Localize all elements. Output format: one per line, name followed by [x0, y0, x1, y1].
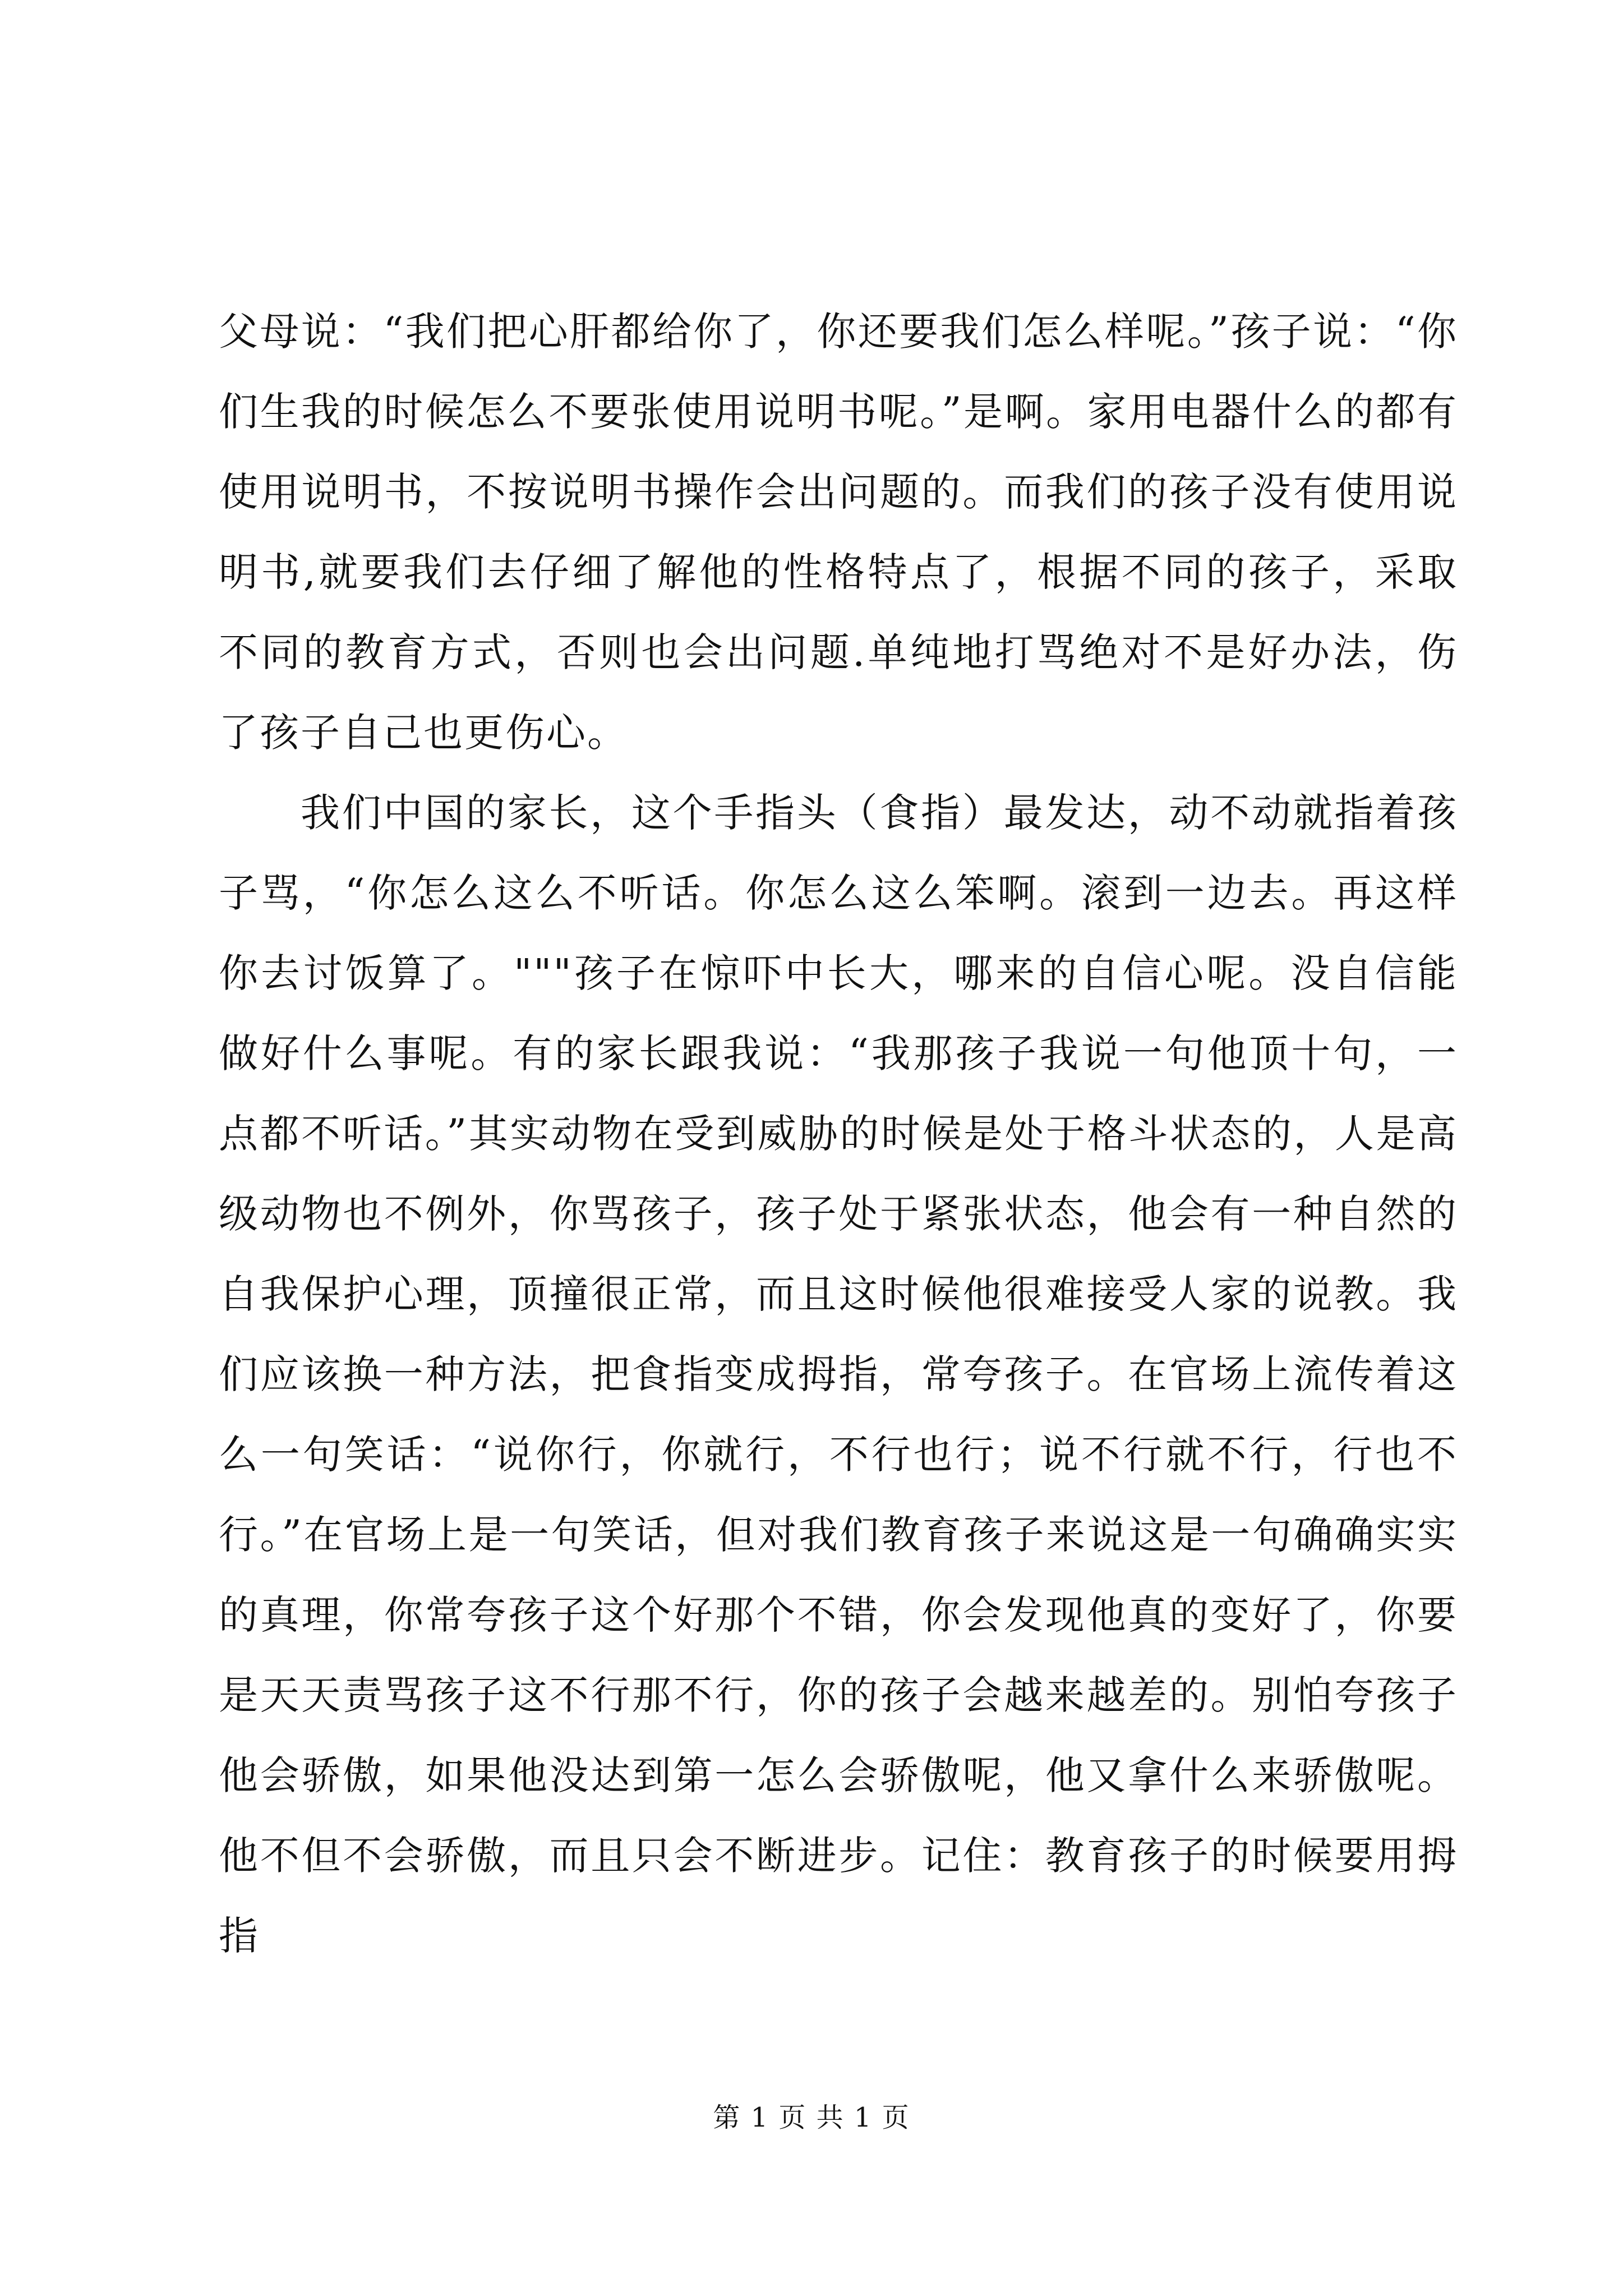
document-body — [219, 292, 1458, 1976]
paragraph-2: 我们中国的家长，这个手指头（食指）最发达，动不动就指着孩子骂，“你怎么这么不听话。你怎么这么笨啊。滚到一边去。再这样你去讨饭算了。"""孩子在惊吓中长大，哪来的自信心呢。没自信能做好什么事呢。有的家长跟我说：“我那孩子我说一句他顶十句，一点都不听话。”其实动物在受到威胁的时候是处于格斗状态的，人是高级动物也不例外，你骂孩子，孩子处于紧张状态，他会有一种自然的自我保护心理，顶撞很正常，而且这时候他很难接受人家的说教。我们应该换一种方法，把食指变成拇指，常夸孩子。在官场上流传着这么一句笑话：“说你行，你就行，不行也行；说不行就不行，行也不行。”在官场上是一句笑话，但对我们教育孩子来说这是一句确确实实的真理，你常夸孩子这个好那个不错，你会发现他真的变好了，你要是天天责骂孩子这不行那不行，你的孩子会越来越差的。别怕夸孩子他会骄傲，如果他没达到第一怎么会骄傲呢，他又拿什么来骄傲呢。他不但不会骄傲，而且只会不断进步。记住：教育孩子的时候要用拇指 — [219, 790, 1458, 1959]
paragraph-1: 父母说：“我们把心肝都给你了，你还要我们怎么样呢。”孩子说：“你们生我的时候怎么不要张使用说明书呢。”是啊。家用电器什么的都有使用说明书，不按说明书操作会出问题的。而我们的孩子没有使用说明书,就要我们去仔细了解他的性格特点了，根据不同的孩子，采取不同的教育方式，否则也会出问题.单纯地打骂绝对不是好办法，伤了孩子自己也更伤心。 — [219, 309, 1458, 756]
page-footer: 第 1 页 共 1 页 — [713, 2102, 910, 2133]
